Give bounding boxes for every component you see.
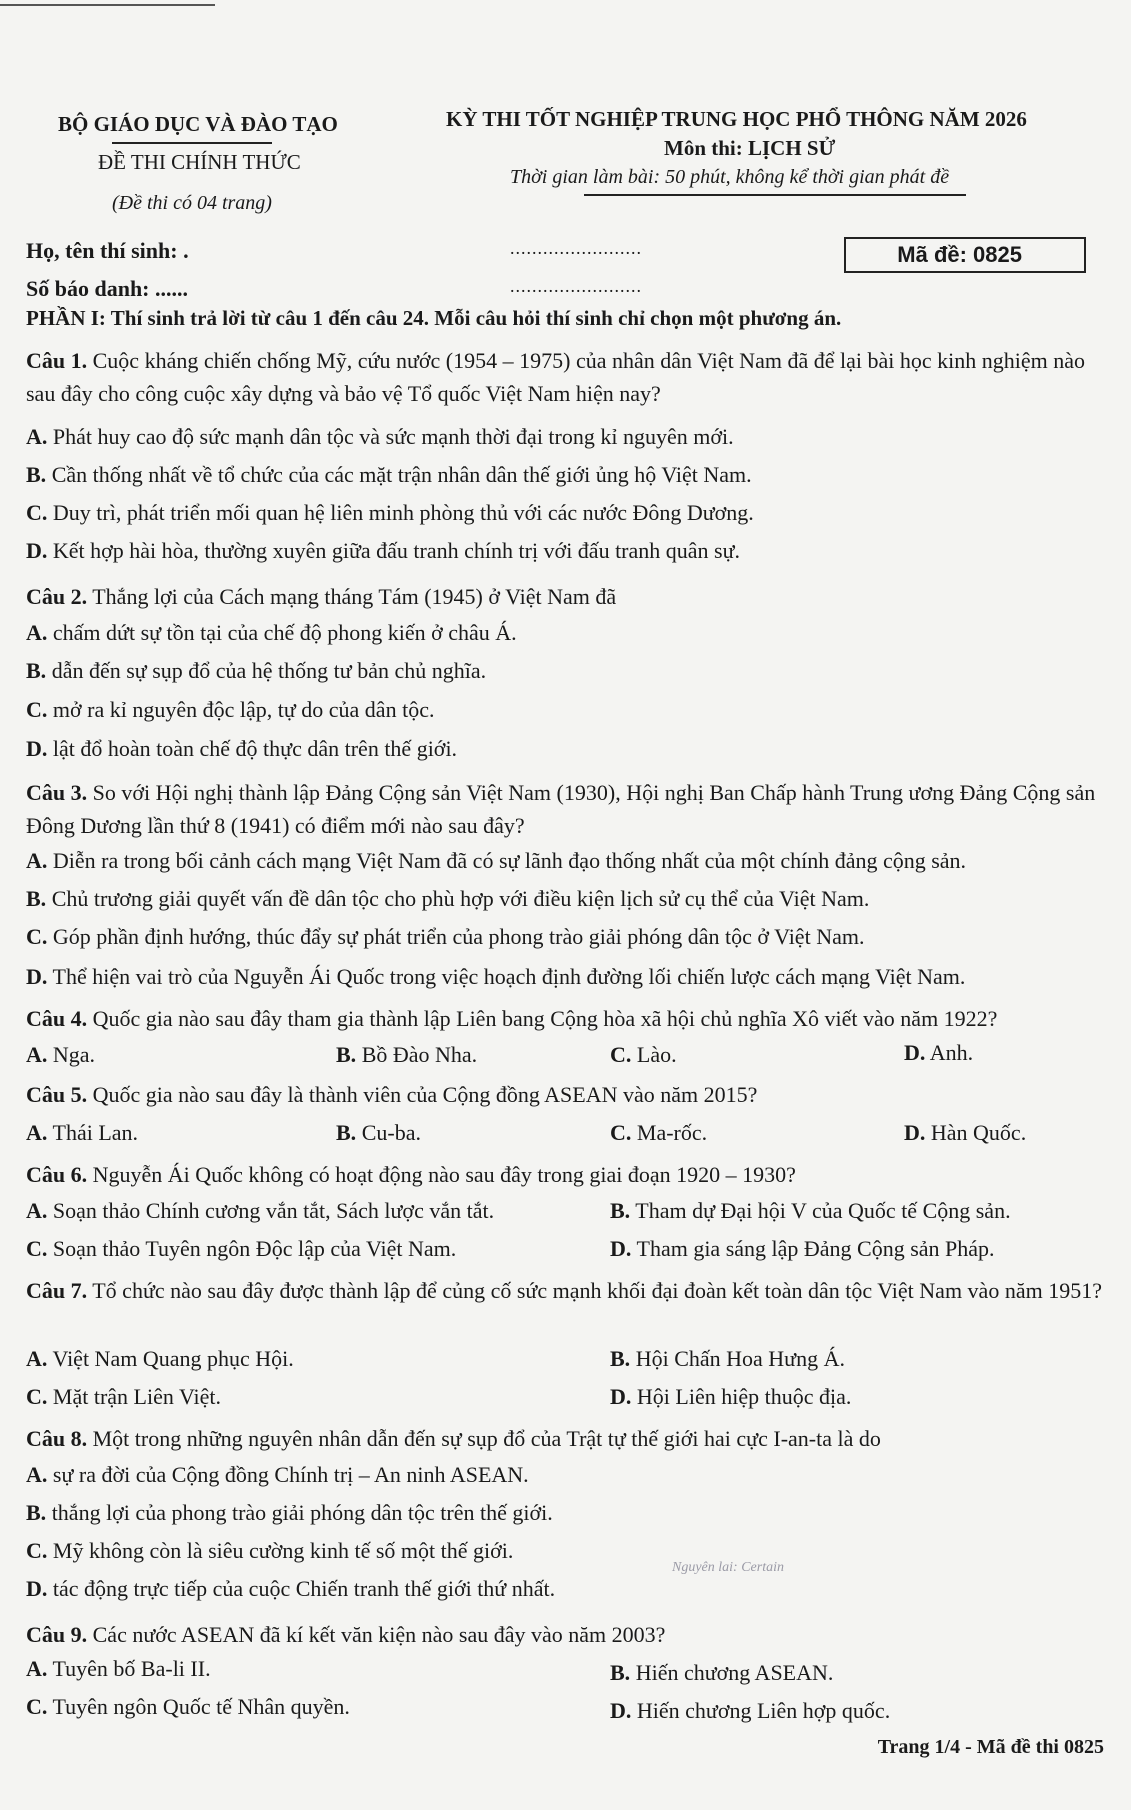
q8-option-c: C. Mỹ không còn là siêu cường kinh tế số một thế giới. (26, 1538, 514, 1563)
q9-option-d: D. Hiến chương Liên hợp quốc. (610, 1698, 891, 1723)
q7-option-a: A. Việt Nam Quang phục Hội. (26, 1346, 294, 1371)
q9-option-a: A. Tuyên bố Ba-li II. (26, 1656, 211, 1681)
question-5: Câu 5. Quốc gia nào sau đây là thành viên của Cộng đồng ASEAN vào năm 2015? (26, 1082, 758, 1107)
q6-option-a: A. Soạn thảo Chính cương vắn tắt, Sách lược vắn tắt. (26, 1198, 495, 1223)
q9-option-c: C. Tuyên ngôn Quốc tế Nhân quyền. (26, 1694, 350, 1719)
question-8: Câu 8. Một trong những nguyên nhân dẫn đến sự sụp đổ của Trật tự thế giới hai cực I-an-ta là do (26, 1426, 881, 1451)
q5-option-a: A. Thái Lan. (26, 1120, 139, 1145)
q8-option-d: D. tác động trực tiếp của cuộc Chiến tranh thế giới thứ nhất. (26, 1576, 556, 1601)
q2-option-b: B. dẫn đến sự sụp đổ của hệ thống tư bản chủ nghĩa. (26, 658, 487, 683)
candidate-id-label: Số báo danh: ...... (26, 276, 189, 301)
q3-option-b: B. Chủ trương giải quyết vấn đề dân tộc cho phù hợp với điều kiện lịch sử cụ thể của Việt Nam. (26, 886, 870, 911)
question-2: Câu 2. Thắng lợi của Cách mạng tháng Tám (1945) ở Việt Nam đã (26, 584, 617, 609)
exam-title: KỲ THI TỐT NGHIỆP TRUNG HỌC PHỔ THÔNG NĂM 2026 (446, 107, 1027, 131)
exam-time: Thời gian làm bài: 50 phút, không kể thời gian phát đề (510, 166, 950, 188)
q9-option-b: B. Hiến chương ASEAN. (610, 1660, 834, 1685)
candidate-id-dots: ........................ (510, 276, 642, 296)
candidate-name-dots: ........................ (510, 238, 642, 258)
question-9: Câu 9. Các nước ASEAN đã kí kết văn kiện nào sau đây vào năm 2003? (26, 1622, 666, 1647)
top-rule (0, 4, 215, 6)
q5-option-c: C. Ma-rốc. (610, 1120, 708, 1145)
q6-option-c: C. Soạn thảo Tuyên ngôn Độc lập của Việt Nam. (26, 1236, 457, 1261)
q4-option-b: B. Bồ Đào Nha. (336, 1042, 478, 1067)
q7-option-c: C. Mặt trận Liên Việt. (26, 1384, 222, 1409)
q3-option-c: C. Góp phần định hướng, thúc đẩy sự phát triển của phong trào giải phóng dân tộc ở Việt Nam. (26, 924, 865, 949)
question-3: Câu 3. So với Hội nghị thành lập Đảng Cộng sản Việt Nam (1930), Hội nghị Ban Chấp hành Trung ương Đảng Cộng sản Đông Dương lần thứ 8 (1941) có điểm mới nào sau đây? (26, 780, 1096, 838)
q1-option-a: A. Phát huy cao độ sức mạnh dân tộc và sức mạnh thời đại trong kỉ nguyên mới. (26, 424, 734, 449)
q4-option-c: C. Lào. (610, 1042, 677, 1067)
ministry-name: BỘ GIÁO DỤC VÀ ĐÀO TẠO (58, 112, 338, 136)
q8-option-a: A. sự ra đời của Cộng đồng Chính trị – An ninh ASEAN. (26, 1462, 529, 1487)
q7-option-b: B. Hội Chấn Hoa Hưng Á. (610, 1346, 845, 1371)
q3-option-d: D. Thể hiện vai trò của Nguyễn Ái Quốc trong việc hoạch định đường lối chiến lược cách mạng Việt Nam. (26, 964, 966, 989)
pages-note: (Đề thi có 04 trang) (112, 192, 272, 214)
ministry-underline (112, 142, 272, 144)
q3-option-a: A. Diễn ra trong bối cảnh cách mạng Việt Nam đã có sự lãnh đạo thống nhất của một chính đảng cộng sản. (26, 848, 967, 873)
q2-option-d: D. lật đổ hoàn toàn chế độ thực dân trên thế giới. (26, 736, 458, 761)
q5-option-d: D. Hàn Quốc. (904, 1120, 1027, 1145)
q4-option-d: D. Anh. (904, 1040, 974, 1065)
q6-option-b: B. Tham dự Đại hội V của Quốc tế Cộng sản. (610, 1198, 1011, 1223)
question-4: Câu 4. Quốc gia nào sau đây tham gia thành lập Liên bang Cộng hòa xã hội chủ nghĩa Xô viết vào năm 1922? (26, 1006, 998, 1031)
q5-option-b: B. Cu-ba. (336, 1120, 421, 1145)
question-text: Cuộc kháng chiến chống Mỹ, cứu nước (1954 – 1975) của nhân dân Việt Nam đã để lại bài học kinh nghiệm nào sau đây cho công cuộc xây dựng và bảo vệ Tổ quốc Việt Nam hiện nay? (26, 348, 1085, 406)
q1-option-c: C. Duy trì, phát triển mối quan hệ liên minh phòng thủ với các nước Đông Dương. (26, 500, 754, 525)
q2-option-a: A. chấm dứt sự tồn tại của chế độ phong kiến ở châu Á. (26, 620, 517, 645)
q7-option-d: D. Hội Liên hiệp thuộc địa. (610, 1384, 852, 1409)
candidate-name-label: Họ, tên thí sinh: . (26, 238, 189, 263)
question-6: Câu 6. Nguyễn Ái Quốc không có hoạt động nào sau đây trong giai đoạn 1920 – 1930? (26, 1162, 796, 1187)
question-number: Câu 1. (26, 348, 88, 373)
q8-option-b: B. thắng lợi của phong trào giải phóng dân tộc trên thế giới. (26, 1500, 553, 1525)
page-footer: Trang 1/4 - Mã đề thi 0825 (877, 1736, 1104, 1758)
question-1 (26, 344, 1106, 410)
q4-option-a: A. Nga. (26, 1042, 96, 1067)
exam-code-box: Mã đề: 0825 (844, 237, 1086, 273)
q2-option-c: C. mở ra kỉ nguyên độc lập, tự do của dân tộc. (26, 697, 435, 722)
q6-option-d: D. Tham gia sáng lập Đảng Cộng sản Pháp. (610, 1236, 995, 1261)
official-label: ĐỀ THI CHÍNH THỨC (98, 150, 301, 174)
subject: Môn thi: LỊCH SỬ (664, 136, 836, 160)
handwritten-scribble: Nguyên lai: Certain (672, 1560, 784, 1575)
part-title: PHẦN I: Thí sinh trả lời từ câu 1 đến câu 24. Mỗi câu hỏi thí sinh chỉ chọn một phương án. (26, 306, 842, 330)
q1-option-b: B. Cần thống nhất về tổ chức của các mặt trận nhân dân thế giới ủng hộ Việt Nam. (26, 462, 752, 487)
time-underline (584, 194, 966, 196)
question-7: Câu 7. Tổ chức nào sau đây được thành lập để củng cố sức mạnh khối đại đoàn kết toàn dân tộc Việt Nam vào năm 1951? (26, 1278, 1102, 1303)
q1-option-d: D. Kết hợp hài hòa, thường xuyên giữa đấu tranh chính trị với đấu tranh quân sự. (26, 538, 741, 563)
